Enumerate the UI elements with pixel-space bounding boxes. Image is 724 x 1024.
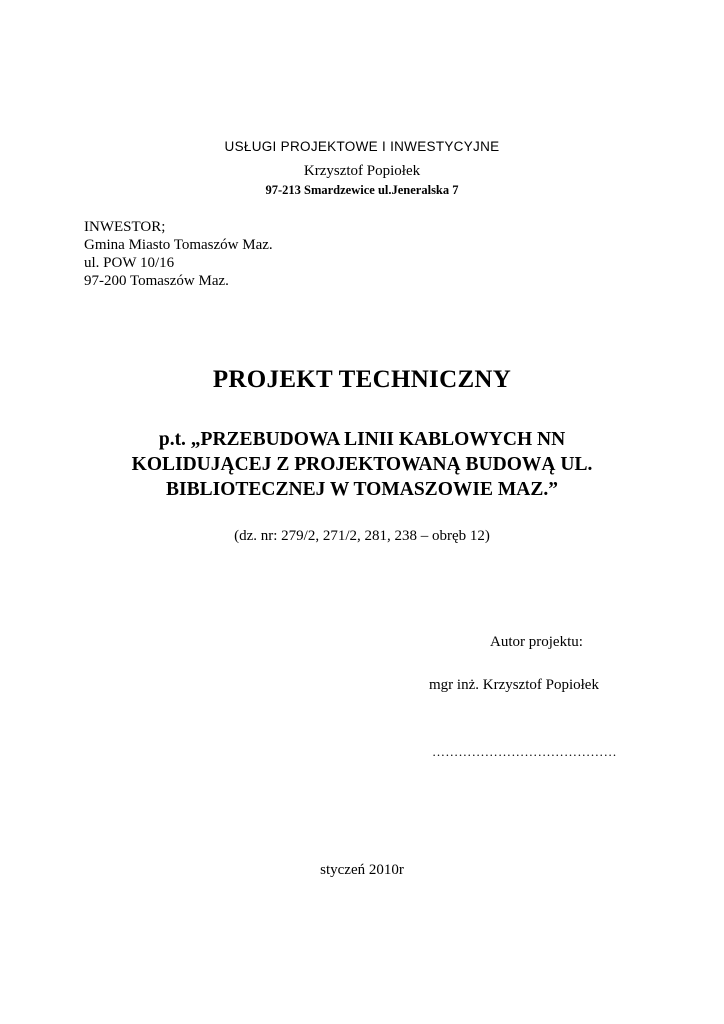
project-name-line-2: KOLIDUJĄCEJ Z PROJEKTOWANĄ BUDOWĄ UL. <box>131 454 593 475</box>
project-name <box>60 427 664 502</box>
investor-label: INWESTOR; <box>84 219 166 235</box>
project-name-line-3: BIBLIOTECZNEJ W TOMASZOWIE MAZ.” <box>166 479 558 500</box>
investor-city: 97-200 Tomaszów Maz. <box>84 273 229 289</box>
plot-numbers: (dz. nr: 279/2, 271/2, 281, 238 – obręb 12) <box>234 528 490 544</box>
company-owner: Krzysztof Popiołek <box>303 163 421 179</box>
signature-line: …………………………………… <box>432 744 617 759</box>
investor-street: ul. POW 10/16 <box>84 255 175 271</box>
investor-block <box>84 218 273 290</box>
investor-name: Gmina Miasto Tomaszów Maz. <box>84 237 273 253</box>
document-date: styczeń 2010r <box>320 862 404 878</box>
project-name-line-1: p.t. „PRZEBUDOWA LINII KABLOWYCH NN <box>158 429 566 450</box>
company-address: 97-213 Smardzewice ul.Jeneralska 7 <box>265 183 459 197</box>
author-label: Autor projektu: <box>490 634 583 650</box>
author-name: mgr inż. Krzysztof Popiołek <box>429 677 599 693</box>
document-title: PROJEKT TECHNICZNY <box>212 366 512 393</box>
company-name: USŁUGI PROJEKTOWE I INWESTYCYJNE <box>224 139 500 154</box>
